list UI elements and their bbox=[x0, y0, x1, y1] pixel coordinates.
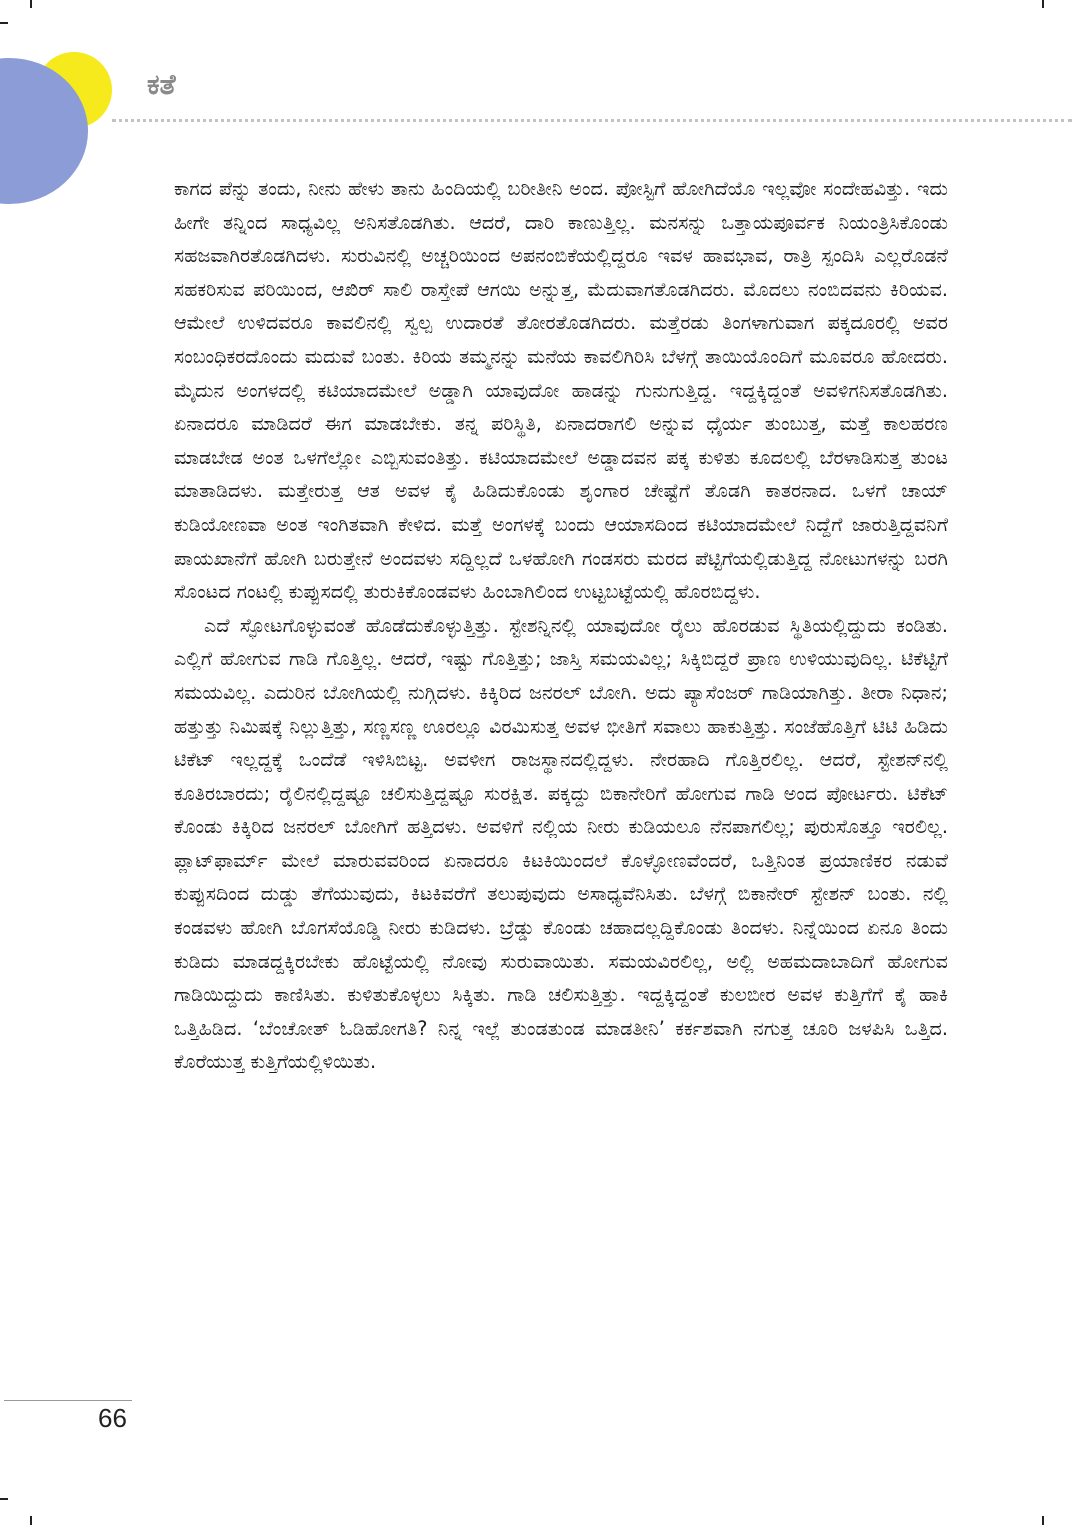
crop-mark-top-left bbox=[30, 0, 32, 8]
crop-mark-top-right bbox=[1042, 0, 1044, 8]
page-number: 66 bbox=[98, 1403, 127, 1433]
story-body bbox=[174, 172, 948, 1079]
paragraph-1: ಕಾಗದ ಪೆನ್ನು ತಂದು, ನೀನು ಹೇಳು ತಾನು ಹಿಂದಿಯಲ್ಲಿ ಬರೀತೀನಿ ಅಂದ. ಪೋಸ್ಟಿಗೆ ಹೋಗಿದೆಯೊ ಇಲ್ಲವೋ ಸಂದೇಹವಿತ್ತು. ಇದು ಹೀಗೇ ತನ್ನಿಂದ ಸಾಧ್ಯವಿಲ್ಲ ಅನಿಸತೊಡಗಿತು. ಆದರೆ, ದಾರಿ ಕಾಣುತ್ತಿಲ್ಲ. ಮನಸನ್ನು ಒತ್ತಾಯಪೂರ್ವಕ ನಿಯಂತ್ರಿಸಿಕೊಂಡು ಸಹಜವಾಗಿರತೊಡಗಿದಳು. ಸುರುವಿನಲ್ಲಿ ಅಚ್ಚರಿಯಿಂದ ಅಪನಂಬಿಕೆಯಲ್ಲಿದ್ದರೂ ಇವಳ ಹಾವಭಾವ, ರಾತ್ರಿ ಸ್ಪಂದಿಸಿ ಎಲ್ಲರೊಡನೆ ಸಹಕರಿಸುವ ಪರಿಯಿಂದ, ಆಖಿರ್ ಸಾಲಿ ರಾಸ್ತೇಪೆ ಆಗಯಿ ಅನ್ನುತ್ತ, ಮೆದುವಾಗತೊಡಗಿದರು. ಮೊದಲು ನಂಬಿದವನು ಕಿರಿಯವ. ಆಮೇಲೆ ಉಳಿದವರೂ ಕಾವಲಿನಲ್ಲಿ ಸ್ವಲ್ಪ ಉದಾರತೆ ತೋರತೊಡಗಿದರು. ಮತ್ತೆರಡು ತಿಂಗಳಾಗುವಾಗ ಪಕ್ಕದೂರಲ್ಲಿ ಅವರ ಸಂಬಂಧಿಕರದೊಂದು ಮದುವೆ ಬಂತು. ಕಿರಿಯ ತಮ್ಮನನ್ನು ಮನೆಯ ಕಾವಲಿಗಿರಿಸಿ ಬೆಳಗ್ಗೆ ತಾಯಿಯೊಂದಿಗೆ ಮೂವರೂ ಹೋದರು. ಮೈದುನ ಅಂಗಳದಲ್ಲಿ ಕಟಿಯಾದಮೇಲೆ ಅಡ್ಡಾಗಿ ಯಾವುದೋ ಹಾಡನ್ನು ಗುನುಗುತ್ತಿದ್ದ. ಇದ್ದಕ್ಕಿದ್ದಂತೆ ಅವಳಿಗನಿಸತೊಡಗಿತು. ಏನಾದರೂ ಮಾಡಿದರೆ ಈಗ ಮಾಡಬೇಕು. ತನ್ನ ಪರಿಸ್ಥಿತಿ, ಏನಾದರಾಗಲಿ ಅನ್ನುವ ಧೈರ್ಯ ತುಂಬುತ್ತ, ಮತ್ತೆ ಕಾಲಹರಣ ಮಾಡಬೇಡ ಅಂತ ಒಳಗೆಲ್ಲೋ ಎಬ್ಬಿಸುವಂತಿತ್ತು. ಕಟಿಯಾದಮೇಲೆ ಅಡ್ಡಾದವನ ಪಕ್ಕ ಕುಳಿತು ಕೂದಲಲ್ಲಿ ಬೆರಳಾಡಿಸುತ್ತ ತುಂಟ ಮಾತಾಡಿದಳು. ಮತ್ತೇರುತ್ತ ಆತ ಅವಳ ಕೈ ಹಿಡಿದುಕೊಂಡು ಶೃಂಗಾರ ಚೇಷ್ಟೆಗೆ ತೊಡಗಿ ಕಾತರನಾದ. ಒಳಗೆ ಚಾಯ್ ಕುಡಿಯೋಣವಾ ಅಂತ ಇಂಗಿತವಾಗಿ ಕೇಳಿದ. ಮತ್ತೆ ಅಂಗಳಕ್ಕೆ ಬಂದು ಆಯಾಸದಿಂದ ಕಟಿಯಾದಮೇಲೆ ನಿದ್ದೆಗೆ ಜಾರುತ್ತಿದ್ದವನಿಗೆ ಪಾಯಖಾನೆಗೆ ಹೋಗಿ ಬರುತ್ತೇನೆ ಅಂದವಳು ಸದ್ದಿಲ್ಲದೆ ಒಳಹೋಗಿ ಗಂಡಸರು ಮರದ ಪೆಟ್ಟಿಗೆಯಲ್ಲಿಡುತ್ತಿದ್ದ ನೋಟುಗಳನ್ನು ಬರಗಿ ಸೊಂಟದ ಗಂಟಲ್ಲಿ ಕುಪ್ಪುಸದಲ್ಲಿ ತುರುಕಿಕೊಂಡವಳು ಹಿಂಬಾಗಿಲಿಂದ ಉಟ್ಟಬಟ್ಟೆಯಲ್ಲಿ ಹೊರಬಿದ್ದಳು. bbox=[174, 177, 948, 604]
crop-mark-bottom-right bbox=[1042, 1516, 1044, 1525]
crop-mark-top-left-side bbox=[0, 22, 8, 24]
section-title: ಕತೆ bbox=[147, 68, 176, 101]
crop-mark-bottom-left-side bbox=[0, 1498, 8, 1500]
footer-rule bbox=[4, 1400, 132, 1401]
dotted-header-rule bbox=[112, 119, 1072, 122]
paragraph-2: ಎದೆ ಸ್ಫೋಟಗೊಳ್ಳುವಂತೆ ಹೊಡೆದುಕೊಳ್ಳುತ್ತಿತ್ತು. ಸ್ಟೇಶನ್ನಿನಲ್ಲಿ ಯಾವುದೋ ರೈಲು ಹೊರಡುವ ಸ್ಥಿತಿಯಲ್ಲಿದ್ದುದು ಕಂಡಿತು. ಎಲ್ಲಿಗೆ ಹೋಗುವ ಗಾಡಿ ಗೊತ್ತಿಲ್ಲ. ಆದರೆ, ಇಷ್ಟು ಗೊತ್ತಿತ್ತು; ಜಾಸ್ತಿ ಸಮಯವಿಲ್ಲ; ಸಿಕ್ಕಿಬಿದ್ದರೆ ಪ್ರಾಣ ಉಳಿಯುವುದಿಲ್ಲ. ಟಿಕೆಟ್ಟಿಗೆ ಸಮಯವಿಲ್ಲ. ಎದುರಿನ ಬೋಗಿಯಲ್ಲಿ ನುಗ್ಗಿದಳು. ಕಿಕ್ಕಿರಿದ ಜನರಲ್ ಬೋಗಿ. ಅದು ಪ್ಯಾಸೆಂಜರ್ ಗಾಡಿಯಾಗಿತ್ತು. ತೀರಾ ನಿಧಾನ; ಹತ್ತುತ್ತು ನಿಮಿಷಕ್ಕೆ ನಿಲ್ಲುತ್ತಿತ್ತು, ಸಣ್ಣಸಣ್ಣ ಊರಲ್ಲೂ ವಿರಮಿಸುತ್ತ ಅವಳ ಭೀತಿಗೆ ಸವಾಲು ಹಾಕುತ್ತಿತ್ತು. ಸಂಜೆಹೊತ್ತಿಗೆ ಟಿಟಿ ಹಿಡಿದು ಟಿಕೆಟ್ ಇಲ್ಲದ್ದಕ್ಕೆ ಒಂದೆಡೆ ಇಳಿಸಿಬಿಟ್ಟ. ಅವಳೀಗ ರಾಜಸ್ಥಾನದಲ್ಲಿದ್ದಳು. ನೇರಹಾದಿ ಗೊತ್ತಿರಲಿಲ್ಲ. ಆದರೆ, ಸ್ಟೇಶನ್‌ನಲ್ಲಿ ಕೂತಿರಬಾರದು; ರೈಲಿನಲ್ಲಿದ್ದಷ್ಟೂ ಚಲಿಸುತ್ತಿದ್ದಷ್ಟೂ ಸುರಕ್ಷಿತ. ಪಕ್ಕದ್ದು ಬಿಕಾನೇರಿಗೆ ಹೋಗುವ ಗಾಡಿ ಅಂದ ಪೋರ್ಟರು. ಟಿಕೆಟ್ ಕೊಂಡು ಕಿಕ್ಕಿರಿದ ಜನರಲ್ ಬೋಗಿಗೆ ಹತ್ತಿದಳು. ಅವಳಿಗೆ ನಲ್ಲಿಯ ನೀರು ಕುಡಿಯಲೂ ನೆನಪಾಗಲಿಲ್ಲ; ಪುರುಸೊತ್ತೂ ಇರಲಿಲ್ಲ. ಪ್ಲಾಟ್‌ಫಾರ್ಮ್ ಮೇಲೆ ಮಾರುವವರಿಂದ ಏನಾದರೂ ಕಿಟಕಿಯಿಂದಲೆ ಕೊಳ್ಳೋಣವೆಂದರೆ, ಒತ್ತಿನಿಂತ ಪ್ರಯಾಣಿಕರ ನಡುವೆ ಕುಪ್ಪುಸದಿಂದ ದುಡ್ಡು ತೆಗೆಯುವುದು, ಕಿಟಕಿವರೆಗೆ ತಲುಪುವುದು ಅಸಾಧ್ಯವೆನಿಸಿತು. ಬೆಳಗ್ಗೆ ಬಿಕಾನೇರ್ ಸ್ಟೇಶನ್ ಬಂತು. ನಲ್ಲಿ ಕಂಡವಳು ಹೋಗಿ ಬೊಗಸೆಯೊಡ್ಡಿ ನೀರು ಕುಡಿದಳು. ಬ್ರೆಡ್ಡು ಕೊಂಡು ಚಹಾದಲ್ಲದ್ದಿಕೊಂಡು ತಿಂದಳು. ನಿನ್ನೆಯಿಂದ ಏನೂ ತಿಂದು ಕುಡಿದು ಮಾಡದ್ದಕ್ಕಿರಬೇಕು ಹೊಟ್ಟೆಯಲ್ಲಿ ನೋವು ಸುರುವಾಯಿತು. ಸಮಯವಿರಲಿಲ್ಲ, ಅಲ್ಲಿ ಅಹಮದಾಬಾದಿಗೆ ಹೋಗುವ ಗಾಡಿಯಿದ್ದುದು ಕಾಣಿಸಿತು. ಕುಳಿತುಕೊಳ್ಳಲು ಸಿಕ್ಕಿತು. ಗಾಡಿ ಚಲಿಸುತ್ತಿತ್ತು. ಇದ್ದಕ್ಕಿದ್ದಂತೆ ಕುಲಬೀರ ಅವಳ ಕುತ್ತಿಗೆಗೆ ಕೈ ಹಾಕಿ ಒತ್ತಿಹಿಡಿದ. ‘ಬೆಂಚೋತ್ ಓಡಿಹೋಗತಿ? ನಿನ್ನ ಇಲ್ಲೆ ತುಂಡತುಂಡ ಮಾಡತೀನಿ’ ಕರ್ಕಶವಾಗಿ ನಗುತ್ತ ಚೂರಿ ಜಳಪಿಸಿ ಒತ್ತಿದ. ಕೊರೆಯುತ್ತ ಕುತ್ತಿಗೆಯಲ್ಲಿಳಿಯಿತು. bbox=[174, 613, 948, 1074]
crop-mark-bottom-left bbox=[30, 1516, 32, 1525]
